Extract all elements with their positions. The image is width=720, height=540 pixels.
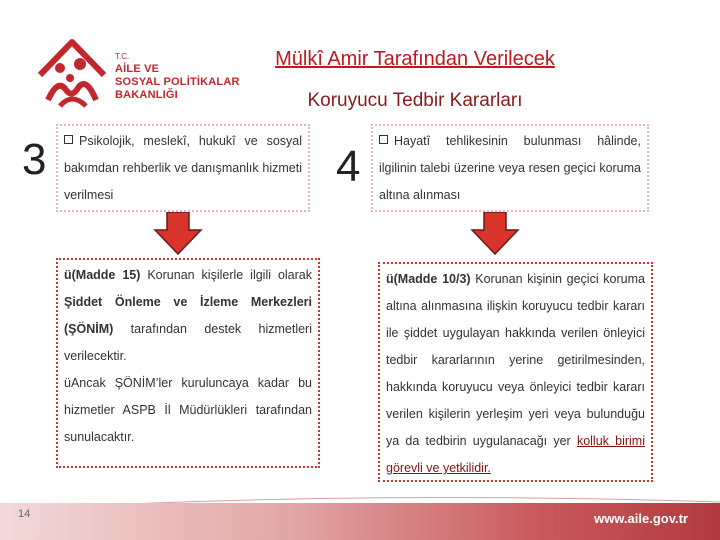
right-top-box	[371, 124, 649, 212]
square-bullet-icon	[379, 135, 388, 144]
left-bullet-1-bold: Şiddet Önleme ve İzleme Merkezleri (ŞÖNİM)	[64, 295, 312, 336]
down-arrow-icon	[153, 212, 203, 256]
slide-title-line-1: Mülkî Amir Tarafından Verilecek	[275, 48, 555, 70]
logo-line-3: BAKANLIĞI	[115, 89, 178, 101]
right-bullet-1-underlined: kolluk birimi görevli ve yetkilidir.	[386, 434, 645, 475]
left-top-box	[56, 124, 310, 212]
down-arrow-icon	[470, 212, 520, 256]
left-bullet-1-text: Korunan kişilerle ilgili olarak	[140, 268, 312, 282]
slide-title-line-2: Koruyucu Tedbir Kararları	[307, 90, 523, 111]
right-bullet-1-text: Korunan kişinin geçici koruma altına alınmasına ilişkin koruyucu tedbir kararı ile şiddet uygulayan hakkında verilen önleyici tedbir kararlarının yerine getirilmesinden, hakkında koruyucu veya önleyici tedbir kararı verilen kişilerin yerleşim yeri veya bulunduğu ya da tedbirin uygulanacağı yer	[386, 272, 645, 448]
left-bottom-box	[56, 258, 320, 468]
website-link[interactable]: www.aile.gov.tr	[594, 511, 688, 526]
right-bullet-1	[386, 266, 645, 482]
left-bullet-1	[64, 262, 312, 370]
page-number: 14	[18, 508, 31, 520]
logo-tc: T.C.	[115, 52, 130, 61]
item-number-4: 4	[336, 142, 361, 191]
item-number-3: 3	[22, 135, 47, 184]
right-article-ref: ü(Madde 10/3)	[386, 272, 471, 286]
left-bullet-1-suffix: tarafından destek hizmetleri verilecektir.	[64, 322, 312, 363]
left-top-text: Psikolojik, meslekî, hukukî ve sosyal bakımdan rehberlik ve danışmanlık hizmeti verilmesi	[64, 134, 302, 202]
family-logo-icon	[30, 30, 120, 120]
left-bullet-2: üAncak ŞÖNİM’ler kuruluncaya kadar bu hizmetler ASPB İl Müdürlükleri tarafından sunulacaktır.	[64, 376, 312, 444]
right-bottom-box	[378, 262, 653, 482]
logo-line-2: SOSYAL POLİTİKALAR	[115, 76, 240, 88]
square-bullet-icon	[64, 135, 73, 144]
left-article-ref: ü(Madde 15)	[64, 268, 141, 282]
ministry-logo	[30, 30, 240, 120]
right-top-text: Hayatî tehlikesinin bulunması hâlinde, ilgilinin talebi üzerine veya resen geçici koruma altına alınması	[379, 134, 641, 202]
logo-line-1: AİLE VE	[115, 63, 160, 75]
